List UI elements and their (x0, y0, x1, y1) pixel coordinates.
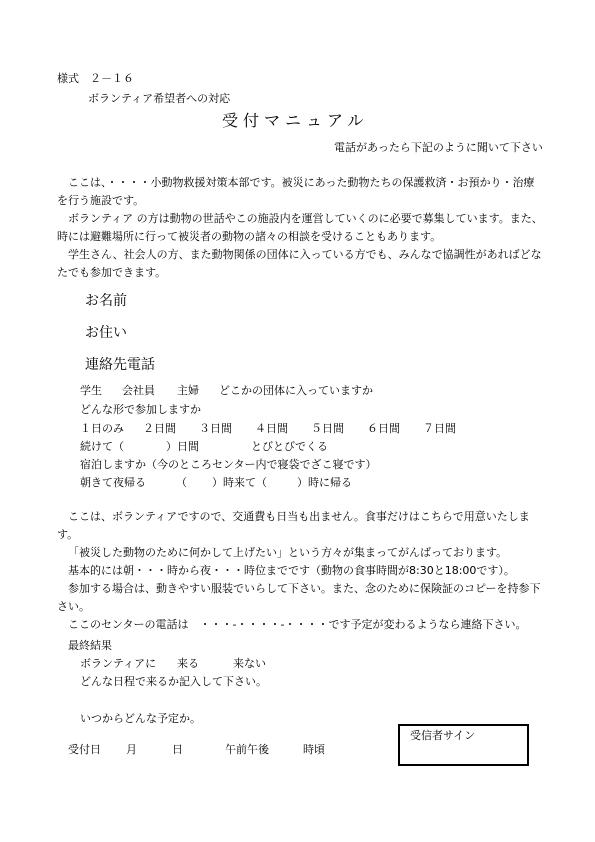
intro-paragraph: ボランティア の方は動物の世話やこの施設内を運営していくのに必要で募集しています。また、時には避難場所に行って被災者の動物の諸々の相談を受けることもあります。 (57, 212, 543, 243)
option-employee: 会社員 (122, 384, 155, 397)
address-field-label: お住い (85, 325, 127, 341)
intermittent-label: とびとびでくる (251, 440, 328, 453)
intro-paragraph: ここは、・・・・小動物救援対策本部です。被災にあった動物たちの保護救済・お預かり・治療を行う施設です。 (57, 176, 535, 207)
option-student: 学生 (80, 384, 102, 397)
commute-paren: （ (176, 476, 187, 489)
phone-field-label: 連絡先電話 (85, 357, 155, 373)
schedule-instruction: どんな日程で来るか記入して下さい。 (80, 675, 267, 688)
note-paragraph: ここは、ボランティアですので、交通費も日当も出ません。食事だけはこちらで用意いたします。 (57, 510, 530, 541)
receiver-signature-label: 受信者サイン (410, 729, 476, 742)
option-days: ３日間 (199, 422, 232, 435)
option-days: ４日間 (255, 422, 288, 435)
days-row (80, 420, 456, 436)
receiver-signature-box (398, 724, 529, 766)
schedule-question: いつからどんな予定か。 (80, 712, 201, 725)
reception-day-label: 日 (172, 743, 183, 756)
intro-section (57, 174, 545, 282)
option-housewife: 主婦 (177, 384, 199, 397)
note-paragraph: ここのセンターの電話は ・・・-・・・・-・・・・です予定が変わるようなら連絡下さい。 (68, 618, 527, 631)
continuous-days-label: ）日間 (166, 440, 199, 453)
commute-row (80, 474, 352, 490)
continuous-label: 続けて（ (80, 440, 124, 453)
option-days: １日のみ (80, 422, 124, 435)
volunteer-row (80, 655, 266, 671)
commute-arrive-label: ）時来て（ (212, 476, 267, 489)
reception-month-label: 月 (126, 743, 137, 756)
option-days: ５日間 (311, 422, 344, 435)
participation-question: どんな形で参加しますか (80, 403, 201, 416)
reception-time-label: 時頃 (303, 743, 325, 756)
page-title: 受付マニュアル (222, 111, 369, 130)
option-not-come: 来ない (233, 657, 266, 670)
option-days: ６日間 (367, 422, 400, 435)
commute-option: 朝きて夜帰る (80, 476, 146, 489)
option-come: 来る (177, 657, 199, 670)
continuous-row (80, 438, 328, 454)
commute-leave-label: ）時に帰る (297, 476, 352, 489)
option-days: ２日間 (143, 422, 176, 435)
volunteer-label: ボランティアに (80, 657, 157, 670)
intro-paragraph: 学生さん、社会人の方、また動物関係の団体に入っている方でも、みんなで協調性があればどなたでも参加できます。 (57, 248, 542, 279)
note-paragraph: 「被災した動物のために何かして上げたい」という方々が集まってがんばっております。 (68, 546, 508, 559)
name-field-label: お名前 (85, 293, 127, 309)
stay-question: 宿泊しますか（今のところセンター内で寝袋でざこ寝です） (80, 458, 377, 471)
instruction-text: 電話があったら下記のように聞いて下さい (334, 141, 543, 154)
form-number: 様式 ２－１６ (57, 72, 134, 85)
option-group: どこかの団体に入っていますか (219, 384, 373, 397)
final-heading: 最終結果 (68, 639, 112, 652)
occupation-row (80, 382, 373, 398)
reception-date-label: 受付日 (68, 743, 101, 756)
option-days: ７日間 (423, 422, 456, 435)
reception-row (68, 741, 325, 757)
notes-section (57, 508, 545, 634)
note-paragraph: 参加する場合は、動きやすい服装でいらして下さい。また、念のために保険証のコピーを持参下さい。 (57, 582, 541, 613)
form-subtitle: ボランティア希望者への対応 (88, 92, 231, 105)
reception-ampm-label: 午前午後 (225, 743, 269, 756)
note-paragraph: 基本的には朝・・・時から夜・・・時位までです（動物の食事時間が8:30と18:00です）。 (68, 564, 515, 577)
